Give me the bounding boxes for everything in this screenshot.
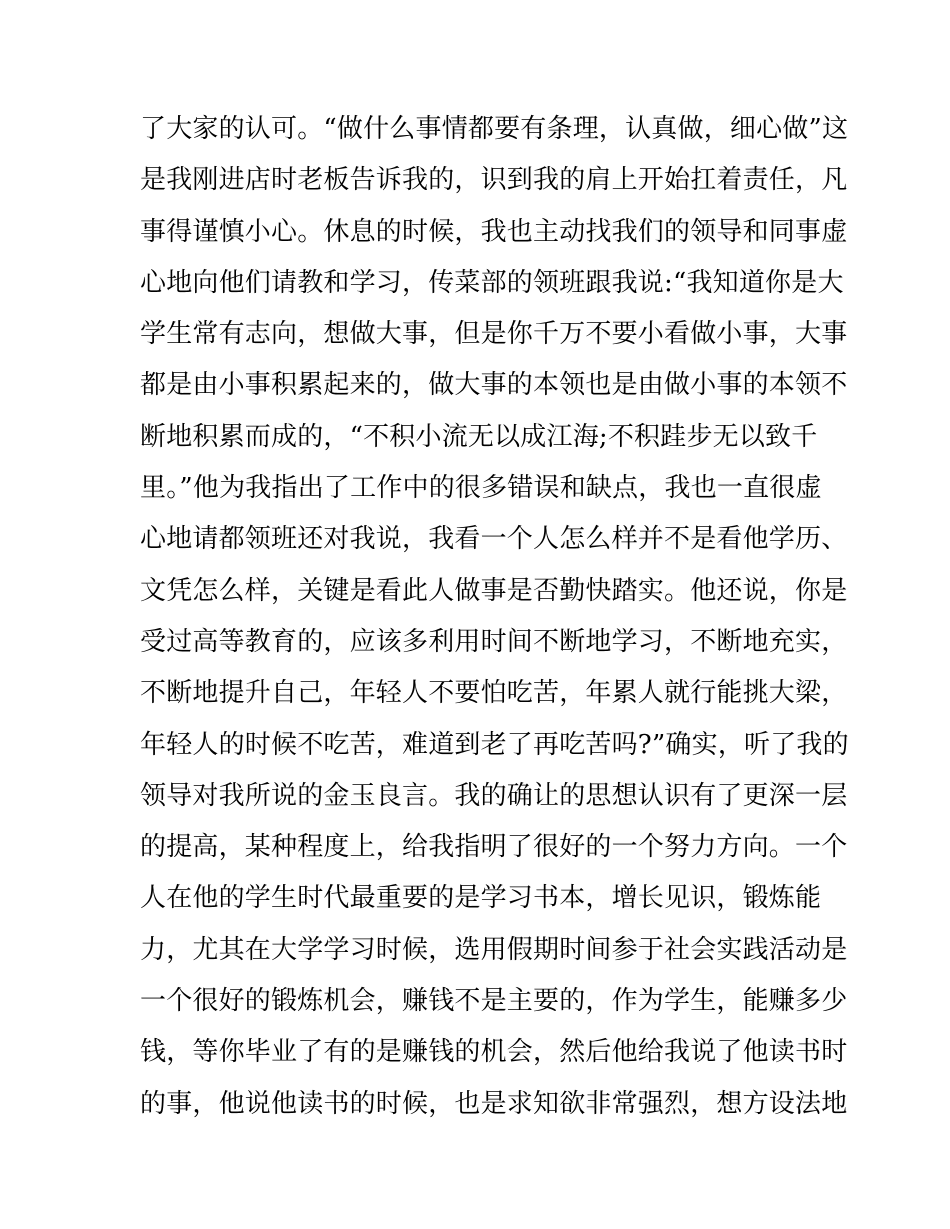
text-line: 事得谨慎小心。休息的时候，我也主动找我们的领导和同事虚 bbox=[140, 216, 848, 247]
text-line: 不断地提升自己，年轻人不要怕吃苦，年累人就行能挑大梁， bbox=[140, 678, 848, 709]
text-line: 钱，等你毕业了有的是赚钱的机会，然后他给我说了他读书时 bbox=[140, 1037, 848, 1068]
text-line: 里。”他为我指出了工作中的很多错误和缺点，我也一直很虚 bbox=[140, 473, 822, 504]
text-line: 心地请都领班还对我说，我看一个人怎么样并不是看他学历、 bbox=[140, 524, 848, 555]
text-line: 心地向他们请教和学习，传菜部的领班跟我说:“我知道你是大 bbox=[140, 267, 844, 298]
text-line: 了大家的认可。“做什么事情都要有条理，认真做，细心做”这 bbox=[140, 114, 849, 144]
text-line: 年轻人的时候不吃苦，难道到老了再吃苦吗?”确实，听了我的 bbox=[140, 729, 849, 760]
text-line: 是我刚进店时老板告诉我的，识到我的肩上开始扛着责任，凡 bbox=[140, 165, 848, 196]
text-line: 力，尤其在大学学习时候，选用假期时间参于社会实践活动是 bbox=[140, 934, 848, 965]
text-line: 学生常有志向，想做大事，但是你千万不要小看做小事，大事 bbox=[140, 319, 848, 350]
text-line: 一个很好的锻炼机会，赚钱不是主要的，作为学生，能赚多少 bbox=[140, 986, 848, 1017]
text-line: 都是由小事积累起来的，做大事的本领也是由做小事的本领不 bbox=[140, 370, 848, 401]
text-line: 断地积累而成的，“不积小流无以成江海;不积跬步无以致千 bbox=[140, 421, 818, 452]
text-line: 的事，他说他读书的时候，也是求知欲非常强烈，想方设法地 bbox=[140, 1088, 848, 1119]
text-line: 领导对我所说的金玉良言。我的确让的思想认识有了更深一层 bbox=[140, 780, 848, 811]
text-line: 受过高等教育的，应该多利用时间不断地学习，不断地充实， bbox=[140, 626, 848, 657]
text-line: 文凭怎么样，关键是看此人做事是否勤快踏实。他还说，你是 bbox=[140, 575, 848, 606]
text-line: 人在他的学生时代最重要的是学习书本，增长见识，锻炼能 bbox=[140, 883, 822, 914]
body-text bbox=[140, 104, 849, 1130]
text-line: 的提高，某种程度上，给我指明了很好的一个努力方向。一个 bbox=[140, 832, 848, 863]
